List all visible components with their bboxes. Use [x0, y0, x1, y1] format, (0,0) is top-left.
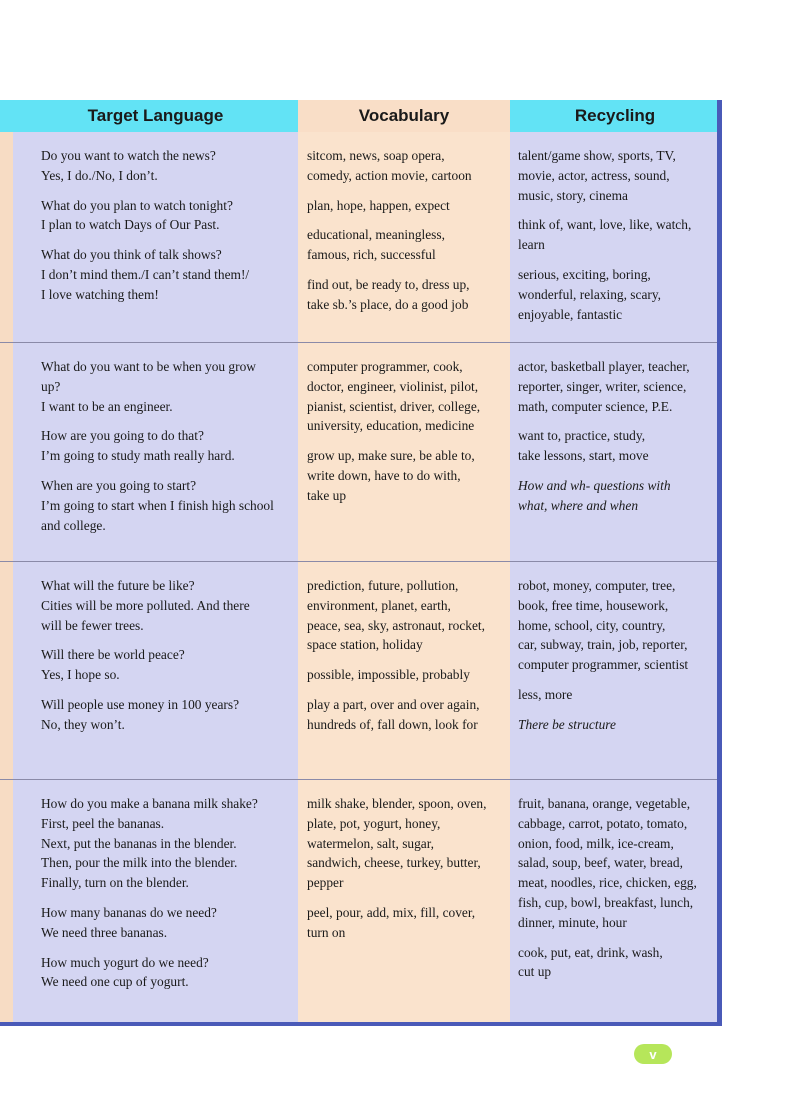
text-line: want to, practice, study, [518, 428, 646, 444]
text-line: Next, put the bananas in the blender. [41, 835, 237, 851]
text-line: Yes, I hope so. [41, 667, 120, 683]
header-vocabulary: Vocabulary [298, 100, 510, 132]
text-line: dinner, minute, hour [518, 914, 627, 930]
text-line: sitcom, news, soap opera, [307, 148, 445, 163]
text-line: take sb.’s place, do a good job [307, 296, 469, 312]
text-line: play a part, over and over again, [307, 696, 480, 712]
text-line: book, free time, housework, [518, 597, 669, 613]
text-line: up? [41, 378, 61, 394]
table-header [13, 100, 720, 132]
vocabulary-cell [298, 780, 510, 1002]
target-language-cell [13, 132, 298, 334]
text-line: Yes, I do./No, I don’t. [41, 167, 158, 183]
text-line: reporter, singer, writer, science, [518, 378, 687, 394]
text-line: First, peel the bananas. [41, 815, 165, 831]
text-line: I love watching them! [41, 286, 159, 302]
text-line: robot, money, computer, tree, [518, 578, 676, 593]
text-line: I want to be an engineer. [41, 398, 173, 414]
text-line: There be structure [518, 716, 616, 732]
text-line: salad, soup, beef, water, bread, [518, 855, 683, 871]
recycling-cell [510, 780, 720, 1002]
text-line: possible, impossible, probably [307, 667, 470, 683]
text-line: find out, be ready to, dress up, [307, 276, 470, 292]
text-line: When are you going to start? [41, 477, 197, 493]
text-line: Will there be world peace? [41, 647, 185, 663]
text-line: think of, want, love, like, watch, [518, 217, 692, 233]
text-line: educational, meaningless, [307, 227, 445, 243]
text-line: watermelon, salt, sugar, [307, 835, 435, 851]
text-line: space station, holiday [307, 637, 423, 653]
table-body [13, 132, 720, 1022]
text-line: How are you going to do that? [41, 428, 204, 444]
text-line: Do you want to watch the news? [41, 148, 216, 163]
text-line: write down, have to do with, [307, 467, 461, 483]
text-line: I’m going to start when I finish high school [41, 497, 274, 513]
text-line: pepper [307, 875, 344, 891]
table-row [13, 132, 720, 334]
page-number-badge: v [634, 1044, 672, 1064]
text-line: milk shake, blender, spoon, oven, [307, 796, 487, 811]
text-line: No, they won’t. [41, 716, 125, 732]
text-line: comedy, action movie, cartoon [307, 167, 472, 183]
text-line: prediction, future, pollution, [307, 578, 459, 593]
text-line: and college. [41, 517, 106, 533]
table-bottom-shadow [0, 1022, 722, 1026]
text-line: meat, noodles, rice, chicken, egg, [518, 875, 697, 891]
text-line: music, story, cinema [518, 187, 628, 203]
text-line: fruit, banana, orange, vegetable, [518, 796, 691, 811]
text-line: famous, rich, successful [307, 247, 436, 263]
text-line: Then, pour the milk into the blender. [41, 855, 238, 871]
text-line: peel, pour, add, mix, fill, cover, [307, 904, 476, 920]
text-line: Cities will be more polluted. And there [41, 597, 250, 613]
text-line: math, computer science, P.E. [518, 398, 673, 414]
text-line: Finally, turn on the blender. [41, 875, 189, 891]
text-line: How much yogurt do we need? [41, 954, 209, 970]
target-language-cell [13, 562, 298, 745]
text-line: We need one cup of yogurt. [41, 974, 189, 990]
text-line: take lessons, start, move [518, 448, 649, 464]
text-line: cut up [518, 964, 552, 980]
text-line: fish, cup, bowl, breakfast, lunch, [518, 894, 694, 910]
syllabus-table [0, 100, 720, 1026]
vocabulary-cell [298, 343, 510, 545]
text-line: university, education, medicine [307, 418, 475, 434]
vocabulary-cell [298, 562, 510, 745]
text-line: What will the future be like? [41, 578, 195, 593]
text-line: computer programmer, scientist [518, 657, 689, 673]
recycling-cell [510, 343, 720, 545]
text-line: How and wh- questions with [518, 477, 671, 493]
text-line: doctor, engineer, violinist, pilot, [307, 378, 479, 394]
header-recycling: Recycling [510, 100, 720, 132]
text-line: car, subway, train, job, reporter, [518, 637, 688, 653]
text-line: cook, put, eat, drink, wash, [518, 944, 663, 960]
target-language-cell [13, 343, 298, 545]
text-line: will be fewer trees. [41, 617, 144, 633]
text-line: take up [307, 487, 347, 503]
text-line: I don’t mind them./I can’t stand them!/ [41, 266, 250, 282]
recycling-cell [510, 562, 720, 745]
table-row [13, 343, 720, 545]
text-line: learn [518, 237, 545, 253]
text-line: talent/game show, sports, TV, [518, 148, 676, 163]
header-target-language: Target Language [13, 100, 298, 132]
text-line: sandwich, cheese, turkey, butter, [307, 855, 481, 871]
text-line: computer programmer, cook, [307, 359, 463, 374]
text-line: cabbage, carrot, potato, tomato, [518, 815, 688, 831]
text-line: wonderful, relaxing, scary, [518, 286, 662, 302]
text-line: Will people use money in 100 years? [41, 696, 240, 712]
text-line: We need three bananas. [41, 924, 168, 940]
text-line: serious, exciting, boring, [518, 266, 651, 282]
left-strip-head [0, 100, 13, 132]
target-language-cell [13, 780, 298, 1002]
text-line: peace, sea, sky, astronaut, rocket, [307, 617, 485, 633]
text-line: I’m going to study math really hard. [41, 448, 235, 464]
text-line: How do you make a banana milk shake? [41, 796, 258, 811]
text-line: What do you plan to watch tonight? [41, 197, 233, 213]
text-line: environment, planet, earth, [307, 597, 451, 613]
text-line: actor, basketball player, teacher, [518, 359, 690, 374]
text-line: grow up, make sure, be able to, [307, 448, 475, 464]
text-line: hundreds of, fall down, look for [307, 716, 478, 732]
left-strip [0, 100, 13, 1026]
text-line: onion, food, milk, ice-cream, [518, 835, 674, 851]
text-line: movie, actor, actress, sound, [518, 167, 670, 183]
text-line: home, school, city, country, [518, 617, 666, 633]
vocabulary-cell [298, 132, 510, 334]
text-line: How many bananas do we need? [41, 904, 217, 920]
table-row [13, 780, 720, 1002]
text-line: What do you want to be when you grow [41, 359, 256, 374]
text-line: less, more [518, 686, 573, 702]
text-line: enjoyable, fantastic [518, 306, 623, 322]
text-line: plan, hope, happen, expect [307, 197, 450, 213]
table-right-shadow [717, 100, 722, 1026]
text-line: what, where and when [518, 497, 639, 513]
text-line: What do you think of talk shows? [41, 247, 222, 263]
text-line: turn on [307, 924, 346, 940]
text-line: pianist, scientist, driver, college, [307, 398, 481, 414]
text-line: I plan to watch Days of Our Past. [41, 217, 220, 233]
text-line: plate, pot, yogurt, honey, [307, 815, 441, 831]
table-row [13, 562, 720, 745]
recycling-cell [510, 132, 720, 334]
